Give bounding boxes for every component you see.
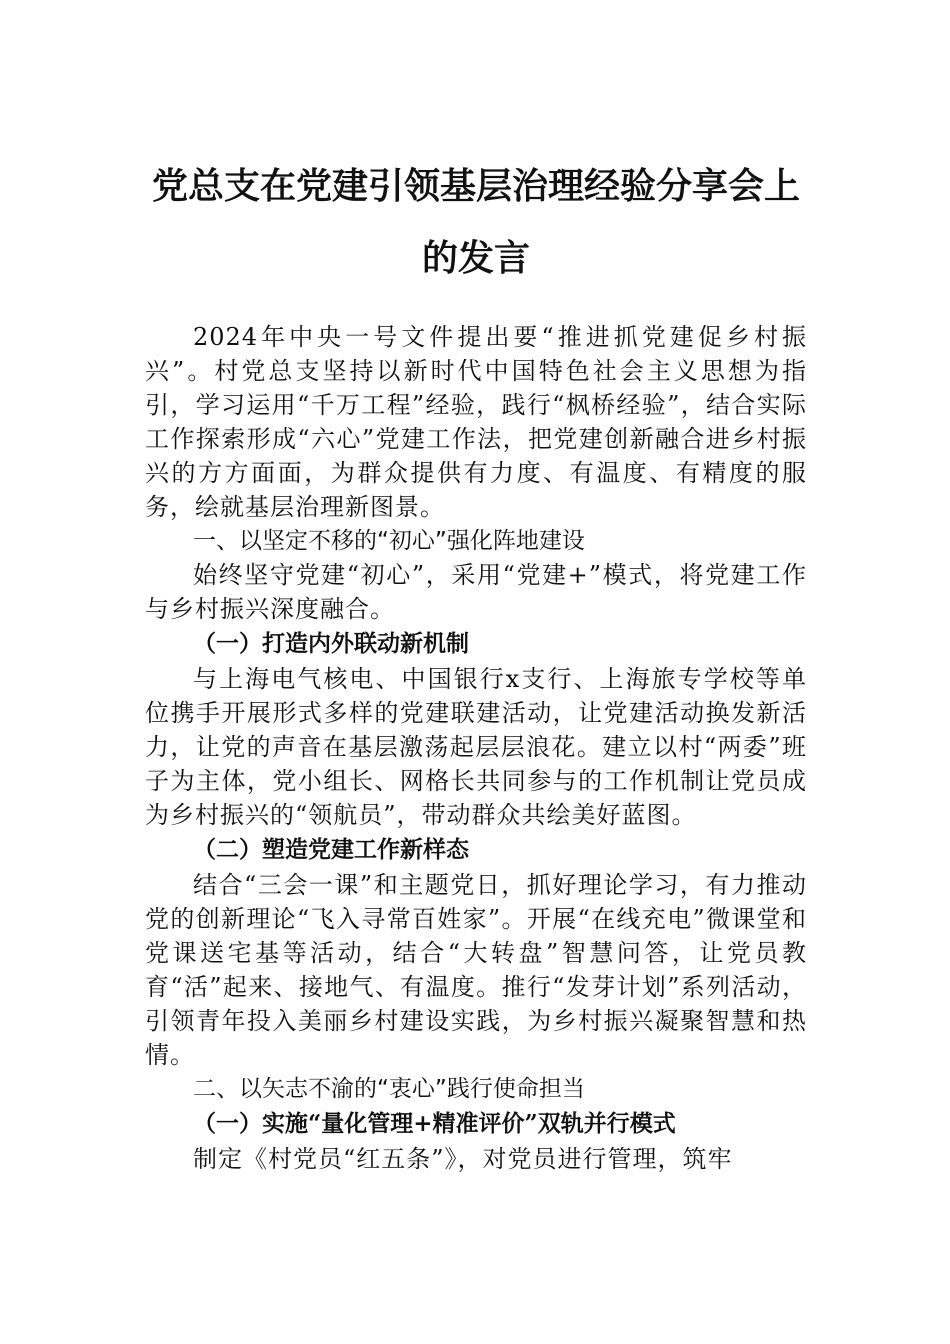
document-page: [145, 150, 807, 1176]
document-title: [145, 150, 807, 294]
section-1-heading: 一、以坚定不移的“初心”强化阵地建设: [193, 528, 585, 554]
section-2-heading: 二、以矢志不渝的“衷心”践行使命担当: [193, 1076, 585, 1102]
section-1-sub-2-paragraph: 结合“三会一课”和主题党日，抓好理论学习，有力推动党的创新理论“飞入寻常百姓家”。开展“在线充电”微课堂和党课送宅基等活动，结合“大转盘”智慧问答，让党员教育“活”起来、接地气、有温度。推行“发芽计划”系列活动，引领青年投入美丽乡村建设实践，为乡村振兴凝聚智慧和热情。: [145, 871, 807, 1069]
section-1-sub-2-heading: （二）塑造党建工作新样态: [193, 836, 469, 863]
section-2-sub-1-paragraph: 制定《村党员“红五条”》，对党员进行管理，筑牢: [193, 1145, 733, 1173]
title-line-1: 党总支在党建引领基层治理经验分享会上: [151, 165, 800, 207]
section-1-sub-1-heading: （一）打造内外联动新机制: [193, 630, 469, 657]
title-line-2: 的发言: [421, 237, 530, 279]
intro-paragraph: 2024年中央一号文件提出要“推进抓党建促乡村振兴”。村党总支坚持以新时代中国特色社会主义思想为指引，学习运用“千万工程”经验，践行“枫桥经验”，结合实际工作探索形成“六心”党建工作法，把党建创新融合进乡村振兴的方方面面，为群众提供有力度、有温度、有精度的服务，绘就基层治理新图景。: [145, 323, 807, 521]
section-1-sub-1-paragraph: 与上海电气核电、中国银行x支行、上海旅专学校等单位携手开展形式多样的党建联建活动，让党建活动换发新活力，让党的声音在基层激荡起层层浪花。建立以村“两委”班子为主体，党小组长、网格长共同参与的工作机制让党员成为乡村振兴的“领航员”，带动群众共绘美好蓝图。: [145, 665, 807, 829]
section-2-sub-1-heading: （一）实施“量化管理+精准评价”双轨并行模式: [193, 1110, 676, 1137]
section-1-intro-paragraph: 始终坚守党建“初心”，采用“党建+”模式，将党建工作与乡村振兴深度融合。: [145, 561, 807, 623]
document-body: [145, 320, 807, 1176]
